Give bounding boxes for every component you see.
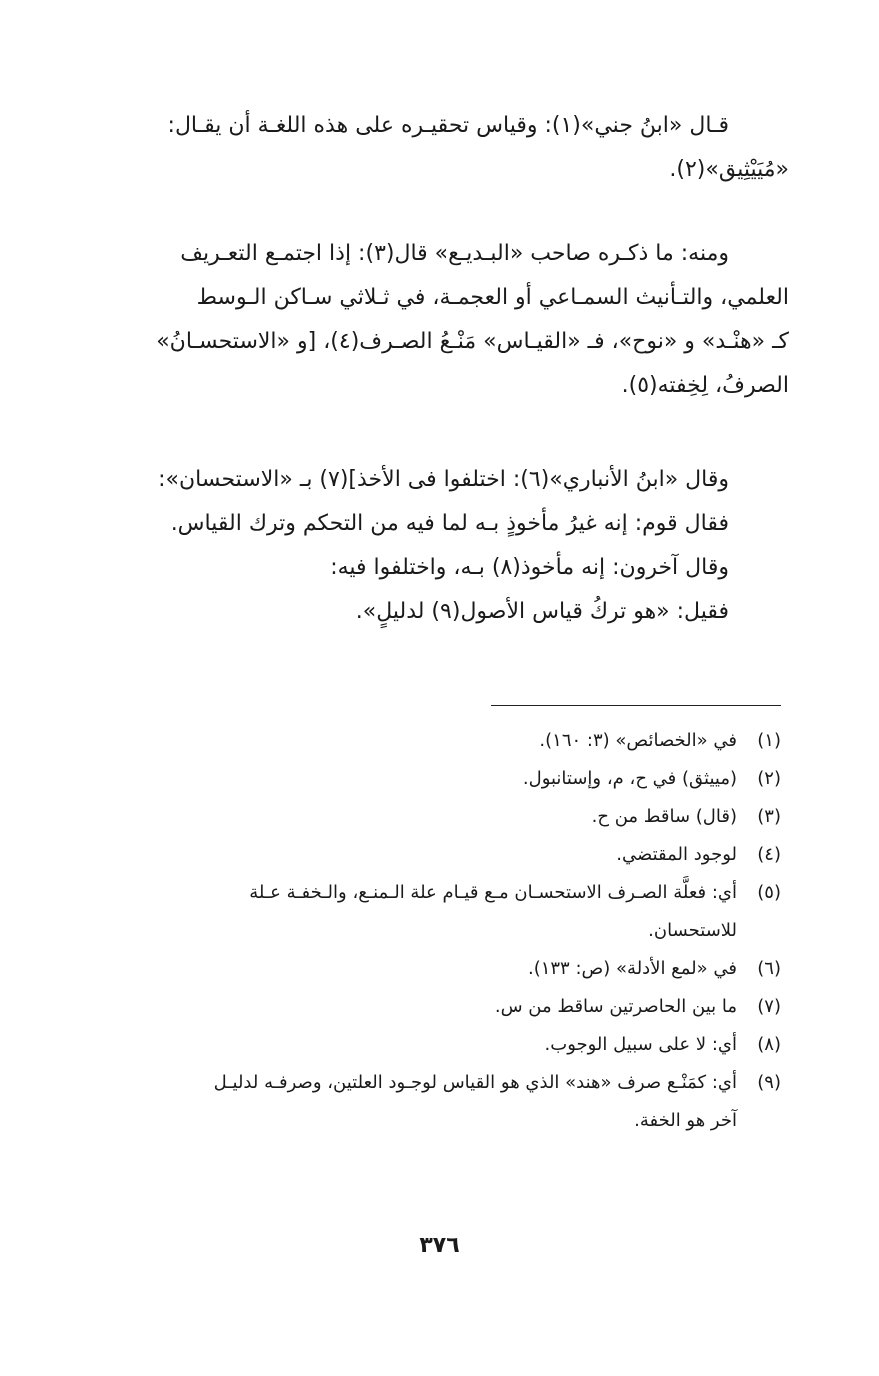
page-number: ٣٧٦: [419, 1233, 460, 1258]
footnote: [84, 836, 789, 874]
text-line: ومنه: ما ذكـره صاحب «البـديـع» قال(٣): إذا اجتمـع التعـريف: [180, 241, 729, 266]
text-line: «مُيَيْثِيق»(٢).: [669, 157, 789, 182]
footnote-number: (٦): [757, 958, 781, 979]
footnote-number: (٢): [757, 768, 781, 789]
text-line: وقال «ابنُ الأنباري»(٦): اختلفوا فى الأخذ](٧) بـ «الاستحسان»:: [158, 467, 729, 492]
footnote-number: (٨): [757, 1034, 781, 1055]
footnote: [84, 1026, 789, 1064]
footnote: [84, 874, 789, 950]
paragraph-al-badi: [89, 232, 789, 408]
footnote-line: للاستحسان.: [648, 920, 737, 941]
footnote-line: لوجود المقتضي.: [616, 844, 737, 865]
text-line: قـال «ابنُ جني»(١): وقياس تحقيـره على هذه اللغـة أن يقـال:: [167, 113, 729, 138]
text-line: العلمي، والتـأنيث السمـاعي أو العجمـة، في ثـلاثي سـاكن الـوسط: [196, 285, 789, 310]
footnote-text: [84, 950, 737, 988]
footnote: [84, 760, 789, 798]
footnote-number: (١): [757, 730, 781, 751]
footnote-text: [84, 1064, 737, 1140]
footnote-line: (مييثق) في ح، م، وإستانبول.: [522, 768, 737, 789]
footnote-text: [84, 836, 737, 874]
footnote-line: أي: لا على سبيل الوجوب.: [544, 1034, 737, 1055]
footnote-text: [84, 722, 737, 760]
footnote: [84, 722, 789, 760]
footnote-number: (٤): [757, 844, 781, 865]
footnote-line: آخر هو الخفة.: [634, 1110, 737, 1131]
footnote-number: (٩): [757, 1072, 781, 1093]
footnote-number: (٣): [757, 806, 781, 827]
footnote-line: في «الخصائص» (٣: ١٦٠).: [539, 730, 737, 751]
footnote-line: أي: كمَنْـع صرف «هند» الذي هو القياس لوجـود العلتين، وصرفـه لدليـل: [213, 1072, 737, 1093]
paragraph-ibn-jinni: [89, 104, 789, 192]
text-line: فقال قوم: إنه غيرُ مأخوذٍ بـه لما فيه من التحكم وترك القياس.: [170, 511, 729, 536]
text-line: وقال آخرون: إنه مأخوذ(٨) بـه، واختلفوا فيه:: [330, 555, 729, 580]
footnote-line: ما بين الحاصرتين ساقط من س.: [494, 996, 737, 1017]
text-line: كـ «هنْـد» و «نوح»، فـ «القيـاس» مَنْـعُ الصـرف(٤)، [و «الاستحسـانُ»: [156, 329, 789, 354]
footnote-text: [84, 874, 737, 950]
footnote: [84, 1064, 789, 1140]
footnote: [84, 950, 789, 988]
footnote-text: [84, 988, 737, 1026]
footnote-text: [84, 798, 737, 836]
footnote: [84, 988, 789, 1026]
footnote: [84, 798, 789, 836]
footnote-text: [84, 1026, 737, 1064]
footnote-separator: [491, 705, 781, 706]
text-line: الصرفُ، لِخِفته(٥).: [621, 373, 789, 398]
footnote-number: (٥): [757, 882, 781, 903]
footnote-line: أي: فعلَّة الصـرف الاستحسـان مـع قيـام علة الـمنـع، والـخفـة عـلة: [249, 882, 737, 903]
footnote-text: [84, 760, 737, 798]
footnote-number: (٧): [757, 996, 781, 1017]
text-line: فقيل: «هو تركُ قياس الأصول(٩) لدليلٍ».: [355, 599, 729, 624]
footnote-line: في «لمع الأدلة» (ص: ١٣٣).: [527, 958, 737, 979]
paragraph-ibn-al-anbari: [89, 458, 789, 634]
footnotes-list: [84, 722, 789, 1140]
footnote-line: (قال) ساقط من ح.: [591, 806, 737, 827]
